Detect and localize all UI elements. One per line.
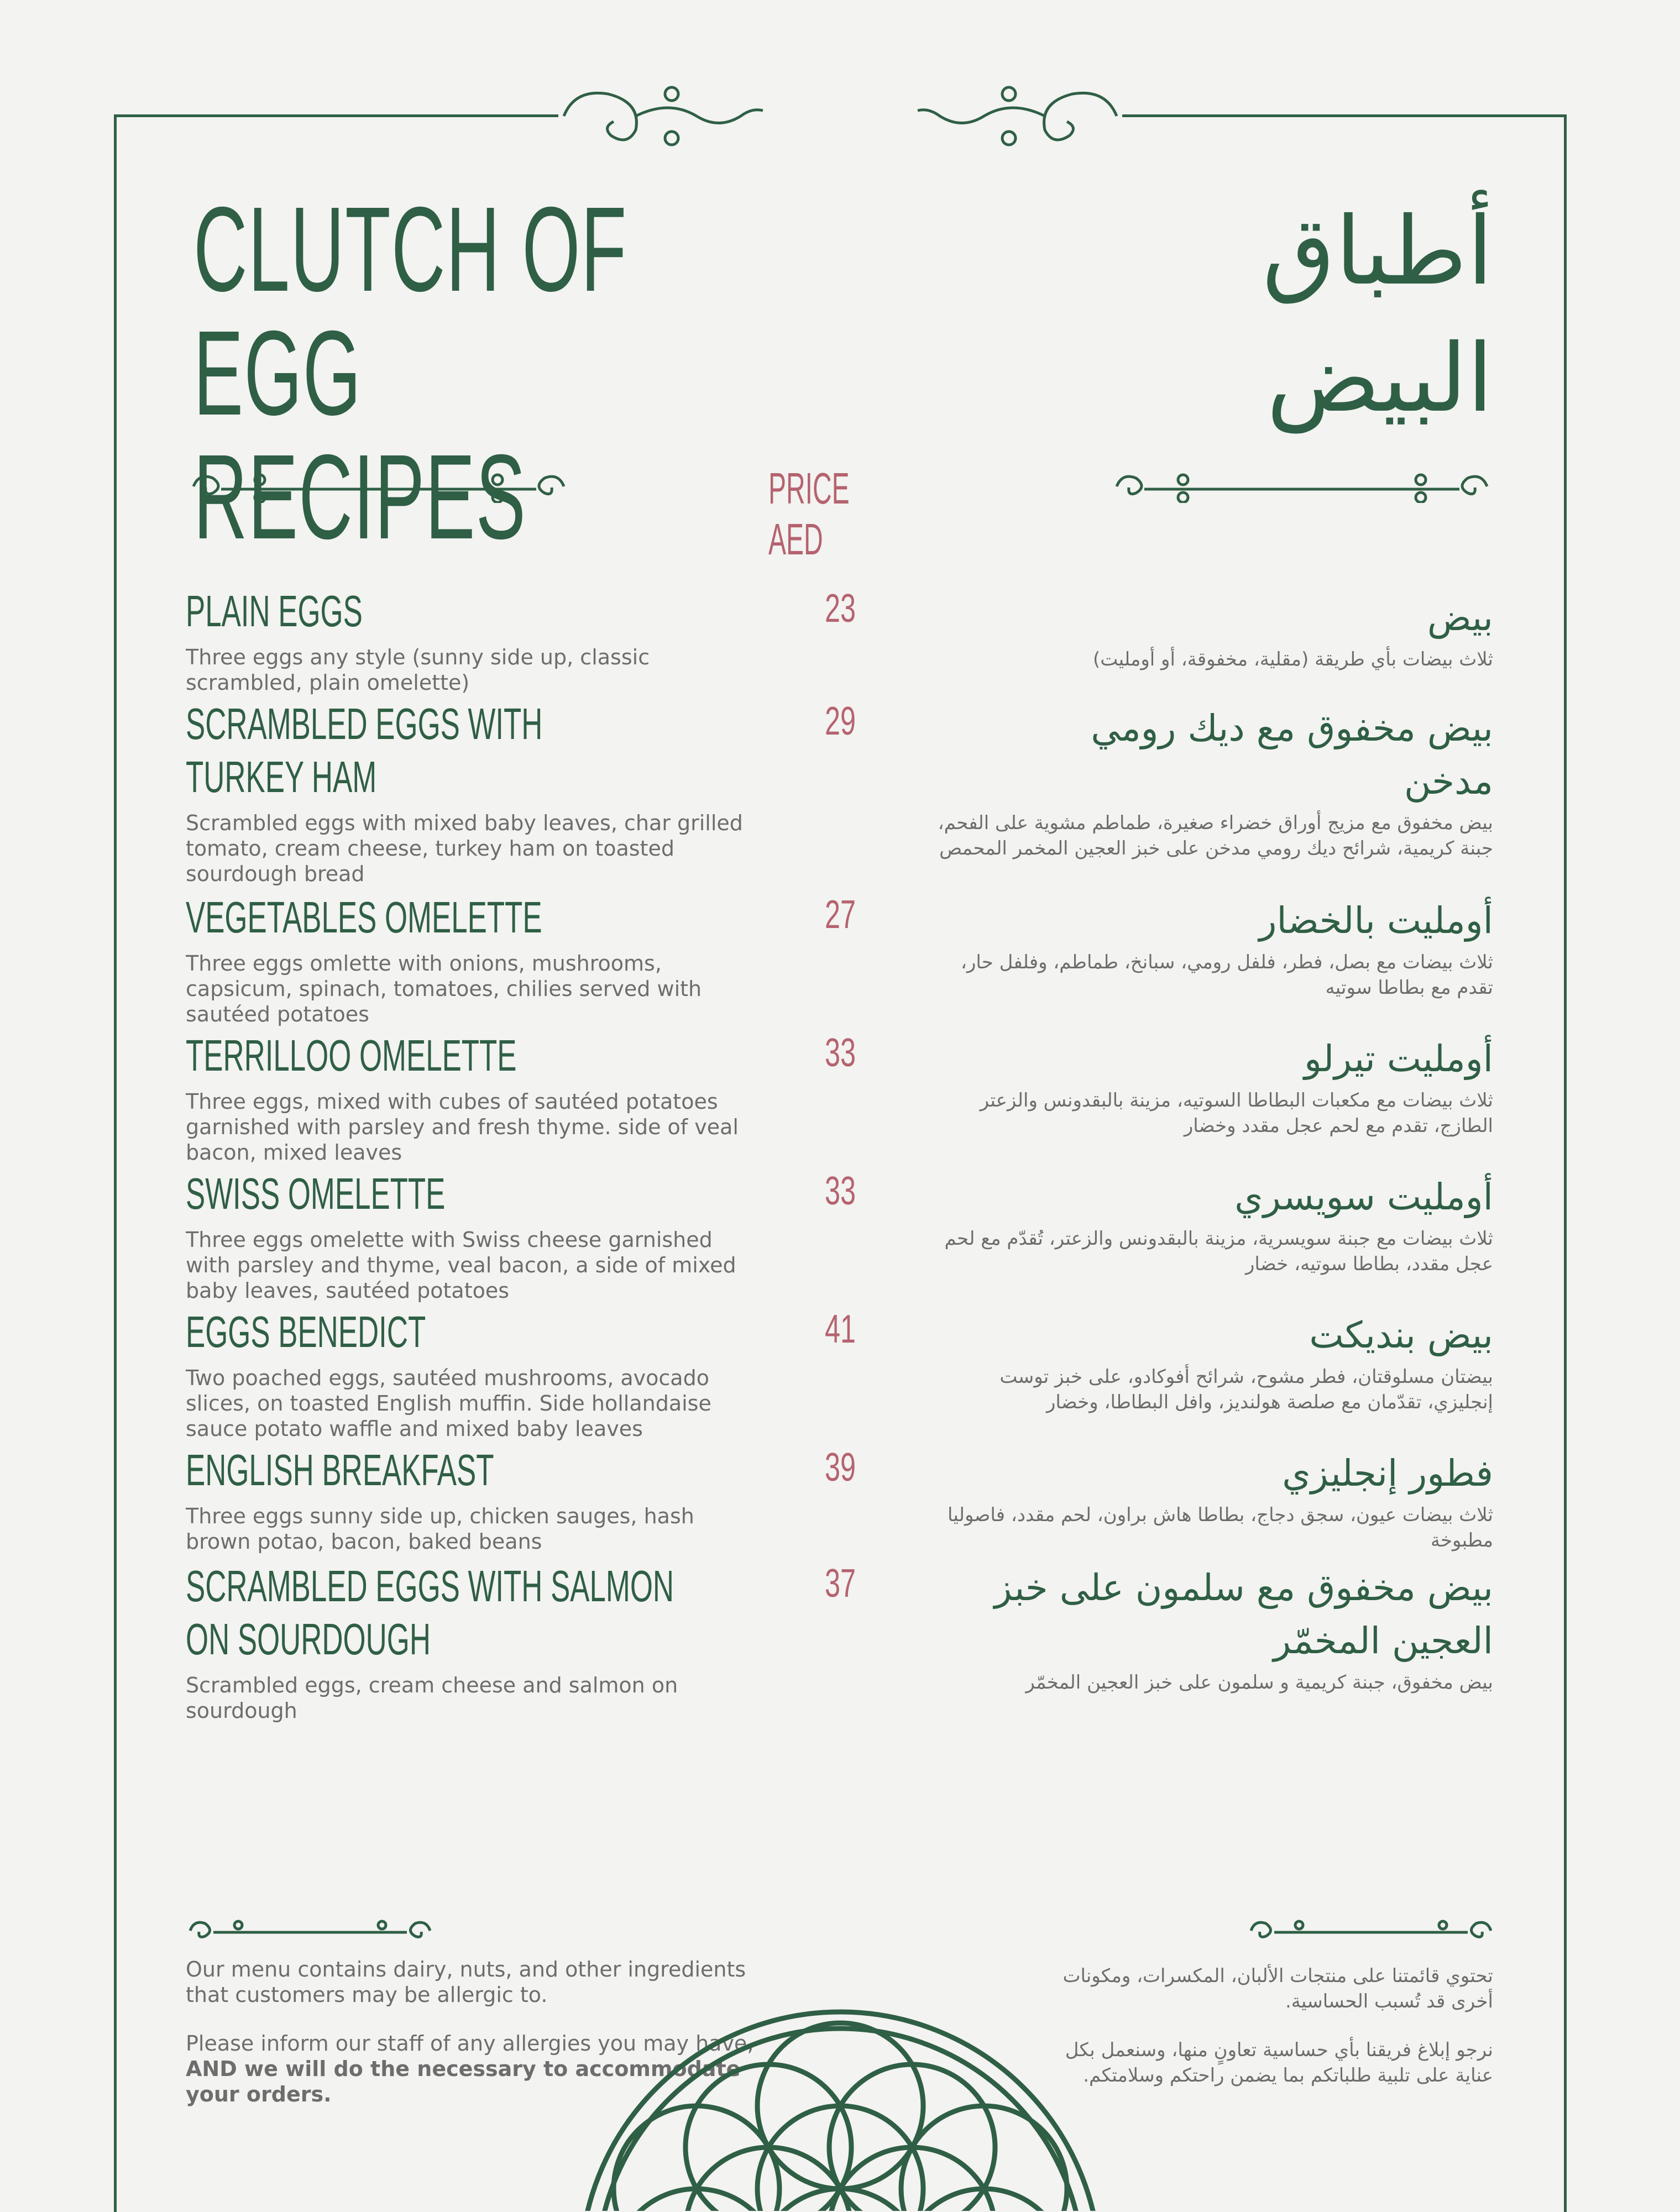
allergy-text-arabic-1: تحتوي قائمتنا على منتجات الألبان، المكسرات، ومكونات أخرى قد تُسبب الحساسية. — [1063, 1965, 1493, 2012]
item-name: SCRAMBLED EGGS WITH SALMON — [186, 1561, 674, 1611]
item-description: Three eggs any style (sunny side up, classic scrambled, plain omelette) — [186, 645, 650, 695]
allergy-ornament-left — [186, 1917, 435, 1944]
allergy-text-2-regular: Please inform our staff of any allergies you may have, — [186, 2031, 754, 2056]
item-name: VEGETABLES OMELETTE — [186, 893, 542, 942]
divider-ornament-left — [188, 470, 569, 503]
item-description-arabic: بيضتان مسلوقتان، فطر مشوح، شرائح أفوكادو، على خبز توست إنجليزي، تقدّمان مع صلصة هولنديز، وافل البطاطا، وخضار — [999, 1366, 1493, 1413]
allergy-ornament-right — [1247, 1917, 1495, 1944]
divider-ornament-right — [1111, 470, 1493, 503]
item-price: 33 — [824, 1031, 856, 1075]
allergy-text-2-bold: AND we will do the necessary to accommodate your orders. — [186, 2057, 741, 2106]
menu-item-swiss-omelette — [186, 1167, 755, 1303]
item-description-arabic: ثلاث بيضات بأي طريقة (مقلية، مخفوقة، أو أومليت) — [1092, 648, 1493, 670]
item-name: EGGS BENEDICT — [186, 1307, 426, 1356]
item-price: 29 — [824, 699, 856, 743]
title-arabic-line-2: البيض — [1266, 324, 1493, 433]
title-arabic-line-1: أطباق — [1262, 197, 1493, 306]
item-description-arabic: ثلاث بيضات عيون، سجق دجاج، بطاطا هاش براون، لحم مقدد، فاصوليا مطبوخة — [948, 1504, 1493, 1551]
item-name: SWISS OMELETTE — [186, 1169, 446, 1218]
item-description: Three eggs, mixed with cubes of sautéed potatoes garnished with parsley and fresh thyme. side of veal bacon, mixed leaves — [186, 1089, 739, 1165]
menu-item-plain-eggs-arabic — [935, 591, 1493, 672]
item-price: 39 — [824, 1445, 856, 1490]
item-description: Three eggs sunny side up, chicken sauges, hash brown potao, bacon, baked beans — [186, 1504, 694, 1554]
item-price: 37 — [824, 1561, 856, 1606]
menu-item-english-breakfast — [186, 1444, 755, 1554]
item-name-arabic: أومليت تيرلو — [1304, 1037, 1493, 1080]
item-name-arabic: بيض مخفوق مع ديك رومي مدخن — [1091, 707, 1493, 803]
allergy-notice-arabic — [1051, 1963, 1493, 2111]
menu-item-terrilloo-omelette — [186, 1029, 755, 1165]
item-price: 33 — [824, 1169, 856, 1213]
menu-item-scrambled-salmon-arabic — [935, 1561, 1493, 1695]
item-description: Three eggs omlette with onions, mushrooms, capsicum, spinach, tomatoes, chilies served with sautéed potatoes — [186, 951, 702, 1026]
item-name-arabic: أومليت بالخضار — [1259, 899, 1493, 942]
item-name-arabic: بيض — [1427, 596, 1493, 639]
title-english-line-2: EGG RECIPES — [193, 306, 527, 564]
menu-item-swiss-omelette-arabic — [935, 1171, 1493, 1277]
item-description-arabic: بيض مخفوق، جبنة كريمية و سلمون على خبز العجين المخمّر — [1025, 1671, 1493, 1694]
item-price: 27 — [824, 893, 856, 937]
menu-item-terrilloo-omelette-arabic — [935, 1032, 1493, 1139]
menu-item-plain-eggs — [186, 585, 755, 695]
item-description: Scrambled eggs, cream cheese and salmon on sourdough — [186, 1673, 678, 1723]
item-name: SCRAMBLED EGGS WITH — [186, 699, 543, 748]
item-description-arabic: ثلاث بيضات مع جبنة سويسرية، مزينة بالبقدونس والزعتر، تُقدّم مع لحم عجل مقدد، بطاطا سوتيه، خضار — [944, 1228, 1493, 1275]
item-name-line-2: TURKEY HAM — [186, 752, 377, 801]
title-english — [193, 182, 639, 564]
allergy-text-1: Our menu contains dairy, nuts, and other ingredients that customers may be allergic to. — [186, 1957, 746, 2007]
item-name: TERRILLOO OMELETTE — [186, 1031, 517, 1080]
top-flourish-ornament — [558, 77, 1122, 155]
menu-item-english-breakfast-arabic — [935, 1447, 1493, 1553]
item-name-line-2: ON SOURDOUGH — [186, 1615, 431, 1664]
title-english-line-1: CLUTCH OF — [193, 182, 627, 317]
menu-item-scrambled-salmon — [186, 1560, 755, 1723]
item-description: Scrambled eggs with mixed baby leaves, char grilled tomato, cream cheese, turkey ham on toasted sourdough bread — [186, 811, 743, 886]
title-arabic — [996, 188, 1493, 442]
price-column-label: PRICE AED — [768, 464, 850, 564]
item-name: PLAIN EGGS — [186, 586, 363, 636]
item-description-arabic: ثلاث بيضات مع بصل، فطر، فلفل رومي، سبانخ، طماطم، وفلفل حار، تقدم مع بطاطا سوتيه — [961, 951, 1493, 999]
item-name-arabic: فطور إنجليزي — [1282, 1452, 1493, 1495]
menu-item-scrambled-turkey-arabic — [935, 702, 1493, 861]
item-description-arabic: ثلاث بيضات مع مكعبات البطاطا السوتيه، مزينة بالبقدونس والزعتر الطازج، تقدم مع لحم عجل مقدد وخضار — [980, 1089, 1493, 1137]
item-name: ENGLISH BREAKFAST — [186, 1445, 494, 1495]
item-name-arabic: بيض مخفوق مع سلمون على خبز العجين المخمّر — [994, 1566, 1493, 1662]
menu-item-eggs-benedict-arabic — [935, 1309, 1493, 1415]
flower-of-life-emblem — [569, 2001, 1111, 2211]
menu-item-vegetables-omelette — [186, 891, 755, 1027]
item-description: Three eggs omelette with Swiss cheese garnished with parsley and thyme, veal bacon, a side of mixed baby leaves, sautéed potatoes — [186, 1228, 736, 1303]
item-name-arabic: أومليت سويسري — [1234, 1176, 1493, 1218]
item-name-arabic: بيض بنديكت — [1309, 1314, 1493, 1356]
allergy-text-arabic-2: نرجو إبلاغ فريقنا بأي حساسية تعاونٍ منها، وسنعمل بكل عناية على تلبية طلباتكم بما يضمن راحتكم وسلامتكم. — [1065, 2039, 1493, 2087]
item-description-arabic: بيض مخفوق مع مزيج أوراق خضراء صغيرة، طماطم مشوية على الفحم، جبنة كريمية، شرائح ديك رومي مدخن على خبز العجين المخمر المحمص — [938, 812, 1493, 859]
item-price: 23 — [824, 586, 856, 631]
menu-item-vegetables-omelette-arabic — [935, 894, 1493, 1000]
menu-item-scrambled-turkey — [186, 698, 755, 887]
item-price: 41 — [824, 1307, 856, 1351]
item-description: Two poached eggs, sautéed mushrooms, avocado slices, on toasted English muffin. Side hollandaise sauce potato waffle and mixed baby leaves — [186, 1366, 711, 1441]
menu-item-eggs-benedict — [186, 1306, 755, 1442]
